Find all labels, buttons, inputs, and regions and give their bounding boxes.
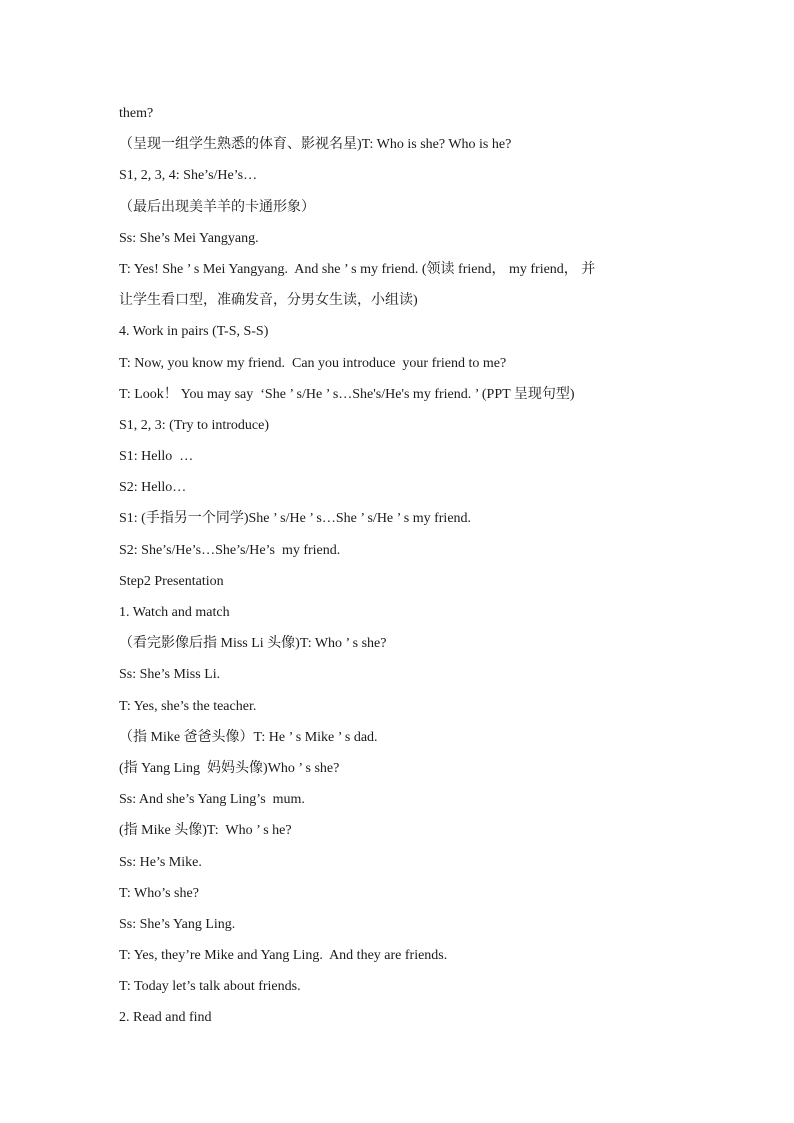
text-line: 让学生看口型，准确发音，分男女生读，小组读) xyxy=(119,293,418,309)
text-line: （呈现一组学生熟悉的体育、影视名星)T: Who is she? Who is he? xyxy=(119,137,512,153)
text-line: S2: Hello… xyxy=(119,480,187,496)
text-line: 4. Work in pairs (T-S, S-S) xyxy=(119,324,269,340)
text-line: T: Yes, she’s the teacher. xyxy=(119,698,257,714)
text-line: T: Who’s she? xyxy=(119,885,199,901)
text-line: Ss: She’s Mei Yangyang. xyxy=(119,230,259,246)
document-body xyxy=(119,98,679,1034)
text-line: S1, 2, 3, 4: She’s/He’s… xyxy=(119,168,258,184)
text-line: (指 Yang Ling 妈妈头像)Who ’ s she? xyxy=(119,760,340,776)
text-line: S2: She’s/He’s…She’s/He’s my friend. xyxy=(119,542,341,558)
text-line: S1: Hello … xyxy=(119,449,194,465)
text-line: 1. Watch and match xyxy=(119,605,230,620)
text-line: （指 Mike 爸爸头像）T: He ’ s Mike ’ s dad. xyxy=(119,729,378,745)
text-line: （最后出现美羊羊的卡通形象） xyxy=(119,199,315,215)
text-line: Ss: He’s Mike. xyxy=(119,854,202,870)
text-line: T: Today let’s talk about friends. xyxy=(119,979,301,995)
section-heading: Step2 Presentation xyxy=(119,573,224,589)
text-line: T: Look！ You may say ‘She ’ s/He ’ s…She's/He's my friend. ’ (PPT 呈现句型) xyxy=(119,386,575,402)
text-line: Ss: And she’s Yang Ling’s mum. xyxy=(119,792,305,808)
text-line: Ss: She’s Miss Li. xyxy=(119,667,221,683)
text-line: Ss: She’s Yang Ling. xyxy=(119,916,236,932)
text-line: （看完影像后指 Miss Li 头像)T: Who ’ s she? xyxy=(119,636,387,652)
text-line: T: Yes, they’re Mike and Yang Ling. And they are friends. xyxy=(119,948,448,964)
text-line: 2. Read and find xyxy=(119,1010,212,1026)
text-line: S1, 2, 3: (Try to introduce) xyxy=(119,417,269,433)
text-line: S1: (手指另一个同学)She ’ s/He ’ s…She ’ s/He ’ s my friend. xyxy=(119,511,472,527)
text-line: T: Now, you know my friend. Can you introduce your friend to me? xyxy=(119,355,507,371)
text-line: them? xyxy=(119,106,154,121)
text-line: T: Yes! She ’ s Mei Yangyang. And she ’ s my friend. (领读 friend， my friend， 并 xyxy=(119,261,596,277)
text-line: (指 Mike 头像)T: Who ’ s he? xyxy=(119,823,292,839)
